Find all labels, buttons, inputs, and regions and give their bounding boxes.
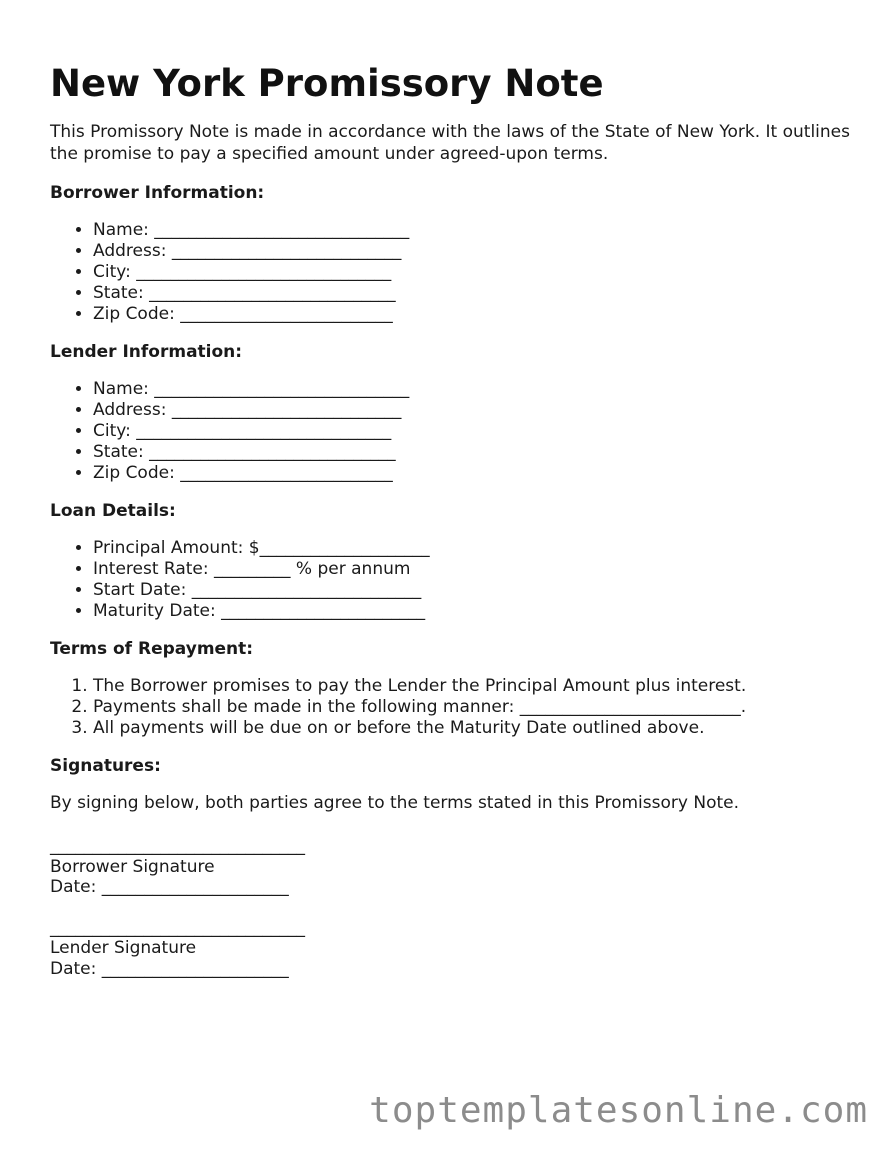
- lender-city-field: • City: ______________________________: [93, 421, 850, 442]
- signatures-heading: Signatures:: [50, 756, 161, 776]
- borrower-fields-list: [50, 220, 850, 325]
- repayment-term: 1. The Borrower promises to pay the Lender the Principal Amount plus interest.: [93, 676, 850, 697]
- borrower-address-field: • Address: ___________________________: [93, 241, 850, 262]
- lender-zip-field: • Zip Code: _________________________: [93, 463, 850, 484]
- lender-date-field: Date: ______________________: [50, 958, 289, 979]
- repayment-terms-list: [50, 676, 850, 739]
- borrower-signature-block: [50, 836, 850, 898]
- page-title: New York Promissory Note: [50, 62, 604, 105]
- repayment-term: 3. All payments will be due on or before the Maturity Date outlined above.: [93, 718, 850, 739]
- document-page: [50, 60, 850, 999]
- borrower-name-field: • Name: ______________________________: [93, 220, 850, 241]
- lender-state-field: • State: _____________________________: [93, 442, 850, 463]
- borrower-date-field: Date: ______________________: [50, 877, 289, 897]
- borrower-heading: Borrower Information:: [50, 183, 265, 203]
- borrower-city-field: • City: ______________________________: [93, 262, 850, 283]
- interest-rate-field: • Interest Rate: _________ % per annum: [93, 559, 850, 580]
- maturity-date-field: • Maturity Date: ________________________: [93, 601, 850, 622]
- lender-signature-line: ______________________________: [50, 917, 305, 938]
- start-date-field: • Start Date: ___________________________: [93, 580, 850, 601]
- lender-address-field: • Address: ___________________________: [93, 400, 850, 421]
- loan-details-list: [50, 538, 850, 622]
- lender-signature-block: [50, 918, 850, 980]
- signatures-statement: By signing below, both parties agree to the terms stated in this Promissory Note.: [50, 793, 739, 813]
- repayment-heading: Terms of Repayment:: [50, 639, 254, 659]
- lender-heading: Lender Information:: [50, 342, 243, 362]
- loan-details-heading: Loan Details:: [50, 501, 176, 521]
- intro-paragraph: This Promissory Note is made in accordance with the laws of the State of New York. It outlines the promise to pay a specified amount under agreed-upon terms.: [50, 122, 850, 164]
- watermark-text: toptemplatesonline.com: [369, 1090, 868, 1131]
- borrower-state-field: • State: _____________________________: [93, 283, 850, 304]
- borrower-zip-field: • Zip Code: _________________________: [93, 304, 850, 325]
- lender-fields-list: [50, 379, 850, 484]
- repayment-term: 2. Payments shall be made in the following manner: __________________________.: [93, 697, 850, 718]
- lender-name-field: • Name: ______________________________: [93, 379, 850, 400]
- borrower-signature-line: ______________________________: [50, 836, 305, 856]
- principal-amount-field: • Principal Amount: $____________________: [93, 538, 850, 559]
- lender-signature-label: Lender Signature: [50, 938, 197, 958]
- borrower-signature-label: Borrower Signature: [50, 856, 215, 877]
